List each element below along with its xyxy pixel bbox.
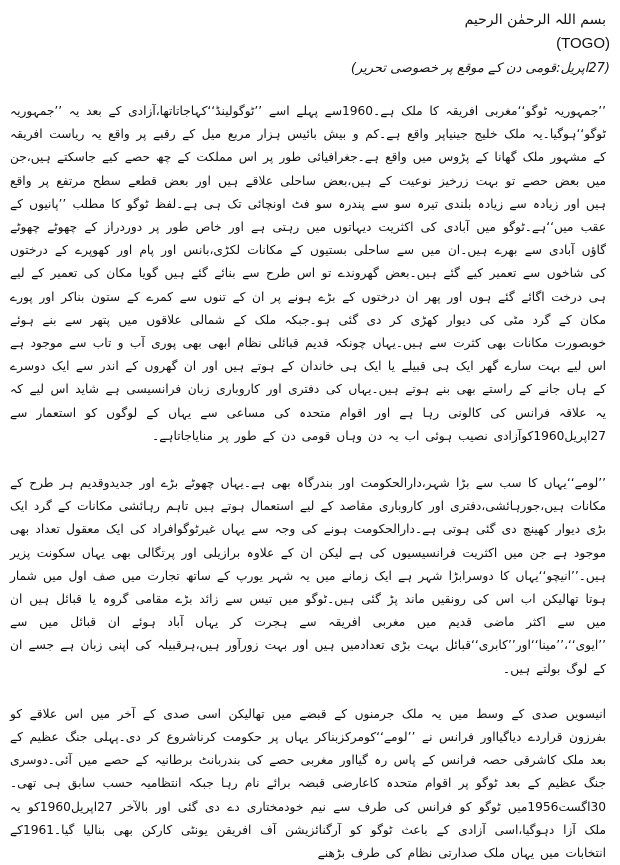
paragraph-lome: ’’لومے‘‘یہاں کا سب سے بڑا شہر،دارالحکومت اور بندرگاہ بھی ہے۔یہاں چھوٹے بڑے اور جدیدوقدیم ہر طرح کے مکانات ہیں،جورہائشی،دفتری اور کاروباری مقاصد کے لیے استعمال ہوتے ہیں تاہم رہائشی مکانات کے گرد ایک بڑی دیوار کھینچ دی گئی ہوتی ہے۔دارالحکومت ہونے کی وجہ سے یہاں غیرٹوگوافراد کی ایک معقول تعداد بھی موجود ہے جن میں اکثریت فرانسیسیوں کی ہے لیکن ان کے علاوہ برازیلی اور پرتگالی بھی یہاں سکونت پزیر ہیں۔’’انیچو‘‘یہاں کا دوسرابڑا شہر ہے ایک زمانے میں یہ شہر یورپ کے ساتھ تجارت میں صف اول میں شمار ہوتا تھالیکن اب اس کی رونقیں ماند پڑ گئی ہیں۔ٹوگو میں تیس سے زائد بڑے مقامی گروہ یا قبائل ہیں ان میں سے اکثر ماضی قدیم میں مغربی افریقہ سے ہجرت کر یہاں آباد ہوئے ان قبائل میں سے ’’ایوی‘‘،’’مینا‘‘اور’’کابری‘‘قبائل بہت بڑی تعدادمیں ہیں اور بہت زورآور ہیں،ہرقبیلہ کی اپنی زبان ہے جسے ان کے لوگ بولتے ہیں۔ xyxy=(10,476,606,676)
bismillah-heading: بسم اللہ الرحمٰن الرحیم xyxy=(464,12,606,28)
article-subtitle: (27اپریل:قومی دن کے موقع پر خصوصی تحریر) xyxy=(350,61,610,76)
country-title: (TOGO) xyxy=(556,35,610,52)
document-header xyxy=(0,0,620,82)
paragraph-intro: ’’جمہوریہ ٹوگو‘‘مغربی افریقہ کا ملک ہے۔1960سے پہلے اسے ’’ٹوگولینڈ‘‘کہاجاتاتھا،آزادی کے بعد یہ ’’جمہوریہ ٹوگو‘‘ہوگیا۔یہ ملک خلیج جینیاپر واقع ہے۔کم و بیش بائیس ہزار مربع میل کے رقبے پر واقع یہ ریاست افریقہ کے مشہور ملک گھانا کے پڑوس میں واقع ہے۔جغرافیائی طور پر اس مملکت کے چھ حصے کیے جاسکتے ہیں،جن میں بعض حصے تو بہت زرخیز نوعیت کے ہیں،بعض ساحلی علاقے ہیں اور بعض قطعے سطح مرتفع پر واقع ہیں اور زیادہ سے زیادہ بلندی تیرہ سو سے پندرہ سو فٹ اونچائی تک ہی ہے۔لفظ ٹوگو کا مطلب ’’پانیوں کے عقب میں‘‘ہے۔ٹوگو میں آبادی کی اکثریت دیہاتوں میں رہتی ہے اور خاص طور پر دوردراز کے چھوٹے چھوٹے گاؤں آبادی سے بھرے ہیں۔ان میں سے ساحلی بستیوں کے مکانات لکڑی،بانس اور پام اور کھوپرے کے درختوں کی شاخوں سے تعمیر کیے گئے ہیں۔بعض گھروندے تو اس طرح سے بنائے گئے ہیں گویا مکان کی تعمیر کے لیے ہی درخت اگائے گئے ہوں اور پھر ان درختوں کے بڑے ہونے پر ان کے تنوں سے کمرے کے ستون بناکر اور پورے مکان کے گرد مٹی کی دیوار کھڑی کر دی گئی ہو۔جبکہ ملک کے شمالی علاقوں میں پتھر سے بنے ہوئے خوبصورت مکانات بھی کثرت سے ہیں۔یہاں چونکہ قدیم قبائلی نظام ابھی بھی پوری آب و تاب سے موجود ہے اس لیے بہت سارے گھر ایک ہی قبیلے یا ایک ہی خاندان کے ہوتے ہیں اور ان گھروں کے اندر سے ایک دوسرے کے ہاں جانے کے راستے بھی بنے ہوتے ہیں۔یہاں کی دفتری اور کاروباری زبان فرانسیسی ہے شاید اس لیے کہ یہ علاقہ فرانس کی کالونی رہا ہے اور اقوام متحدہ کی مساعی سے یہاں کے لوگوں کو استعمار سے 27اپریل1960کوآزادی نصیب ہوئی اب یہ دن وہاں قومی دن کے طور پر منایاجاتاہے۔ xyxy=(10,104,606,443)
paragraph-history: انیسویں صدی کے وسط میں یہ ملک جرمنوں کے قبضے میں تھالیکن اسی صدی کے آخر میں اس علاقے کو بفرزون قراردے دیاگیااور فرانس نے ’’لومے‘‘کومرکزبناکر یہاں پر حکومت کرناشروع کر دی۔پہلی جنگ عظیم کے بعد ملک کاشرقی حصہ فرانس کے پاس رہ گیااور مغربی حصے کی بندربانٹ برطانیہ کے حصے میں آئی۔دوسری جنگ عظیم کے بعد ٹوگو پر اقوام متحدہ کاعارضی قبضہ برائے نام رہا جبکہ انتظامیہ حسب سابق ہی تھی۔30اگست1956میں ٹوگو کو فرانس کی طرف سے نیم خودمختاری دے دی گئی اور بالآخر 27اپریل1960کو یہ ملک آزا دہوگیا،اسی آزادی کے باعث ٹوگو کو آرگنائزیشن آف افریقن یونٹی کارکن بھی بنالیا گیا۔1961کے انتخابات میں یہاں ملک صدارتی نظام کی طرف بڑھنے xyxy=(10,706,606,861)
